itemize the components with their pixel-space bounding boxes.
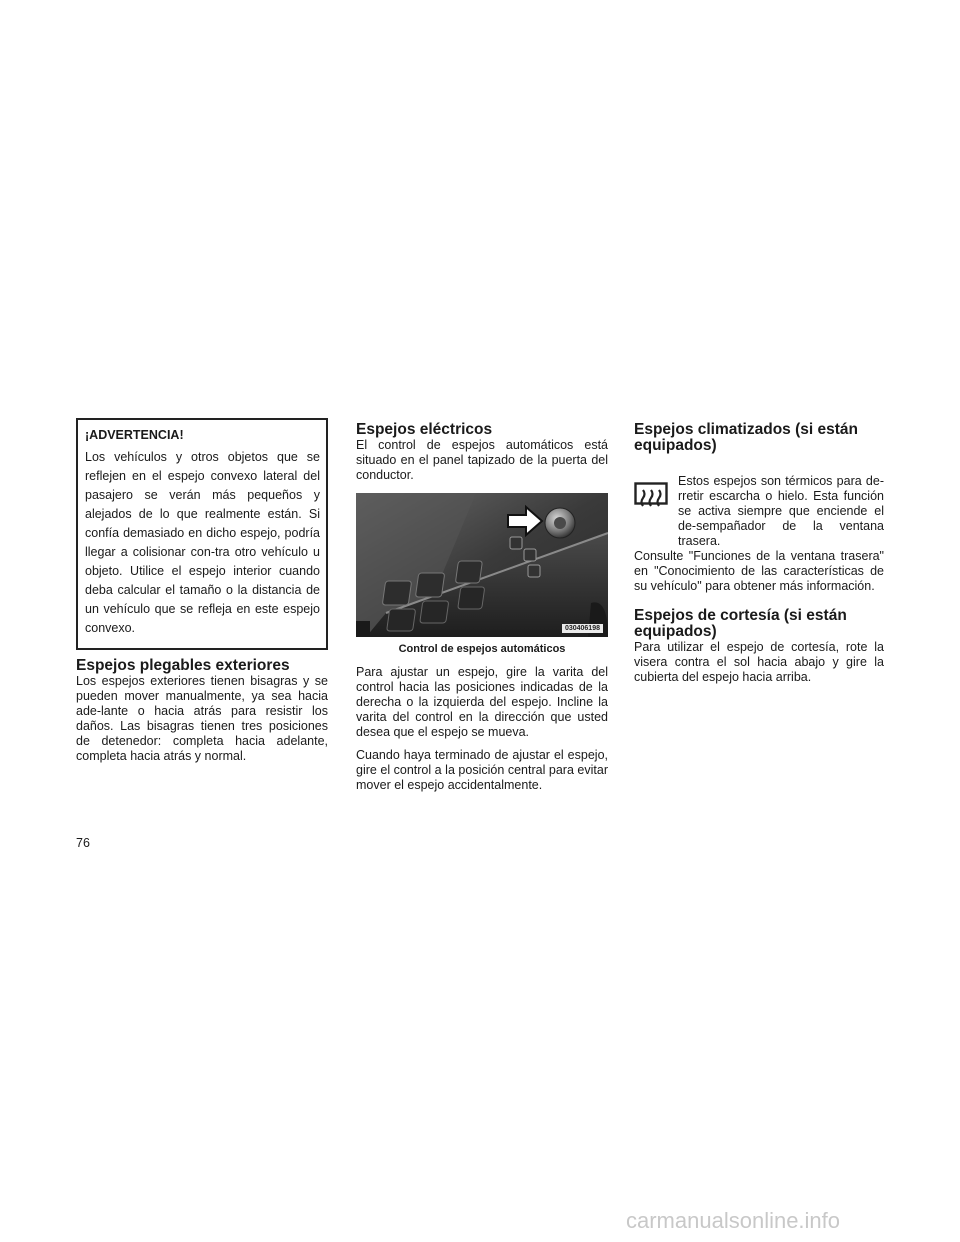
warning-title: ¡ADVERTENCIA! — [85, 428, 184, 442]
heading-espejos-plegables: Espejos plegables exteriores — [76, 657, 290, 674]
defrost-icon — [634, 482, 668, 508]
mirror-control-photo — [356, 493, 608, 637]
climatizados-text-indented: Estos espejos son térmicos para de-rretir escarcha o hielo. Esta función se activa siempre que enciende el de-sempañador de la ventana trasera. — [678, 474, 884, 548]
heading-espejos-climatizados: Espejos climatizados (si están equipados) — [634, 421, 858, 454]
plegables-text: Los espejos exteriores tienen bisagras y se pueden mover manualmente, ya sea hacia ade-lante o hacia atrás para resistir los daños. Las bisagras tienen tres posiciones de detenedor: completa hacia adelante, completa hacia atrás y normal. — [76, 674, 328, 763]
electricos-para-2: Cuando haya terminado de ajustar el espejo, gire el control a la posición central para evitar mover el espejo accidentalmente. — [356, 748, 608, 792]
warning-box — [76, 418, 328, 650]
column-left — [76, 418, 328, 764]
electricos-intro: El control de espejos automáticos está situado en el panel tapizado de la puerta del conductor. — [356, 438, 608, 482]
electricos-para-1: Para ajustar un espejo, gire la varita del control hacia las posiciones indicadas de la derecha o la izquierda del espejo. Incline la varita del control en la dirección que usted desea que el espejo se mueva. — [356, 665, 608, 739]
figure-caption: Control de espejos automáticos — [398, 643, 566, 655]
climatizados-block — [634, 474, 884, 594]
page-number: 76 — [76, 836, 90, 850]
climatizados-text: Consulte "Funciones de la ventana trasera" en "Conocimiento de las características de su vehículo" para obtener más información. — [634, 549, 884, 593]
warning-text: Los vehículos y otros objetos que se reflejen en el espejo convexo lateral del pasajero se verán más pequeños y alejados de lo que realmente están. Si confía demasiado en dicho espejo, podría llegar a colisionar con-tra otro vehículo u objeto. Utilice el espejo interior cuando deba calcular el tamaño o la distancia de un vehículo que se refleja en este espejo convexo. — [85, 450, 320, 635]
column-middle — [356, 418, 608, 793]
heading-espejos-cortesia: Espejos de cortesía (si están equipados) — [634, 607, 847, 640]
column-right — [634, 418, 884, 685]
door-panel-illustration — [356, 493, 608, 637]
watermark: carmanualsonline.info — [626, 1208, 841, 1233]
image-code: 030406198 — [562, 624, 603, 633]
heading-espejos-electricos: Espejos eléctricos — [356, 421, 493, 438]
cortesia-text: Para utilizar el espejo de cortesía, rote la visera contra el sol hacia abajo y gire la cubierta del espejo hacia arriba. — [634, 640, 884, 684]
